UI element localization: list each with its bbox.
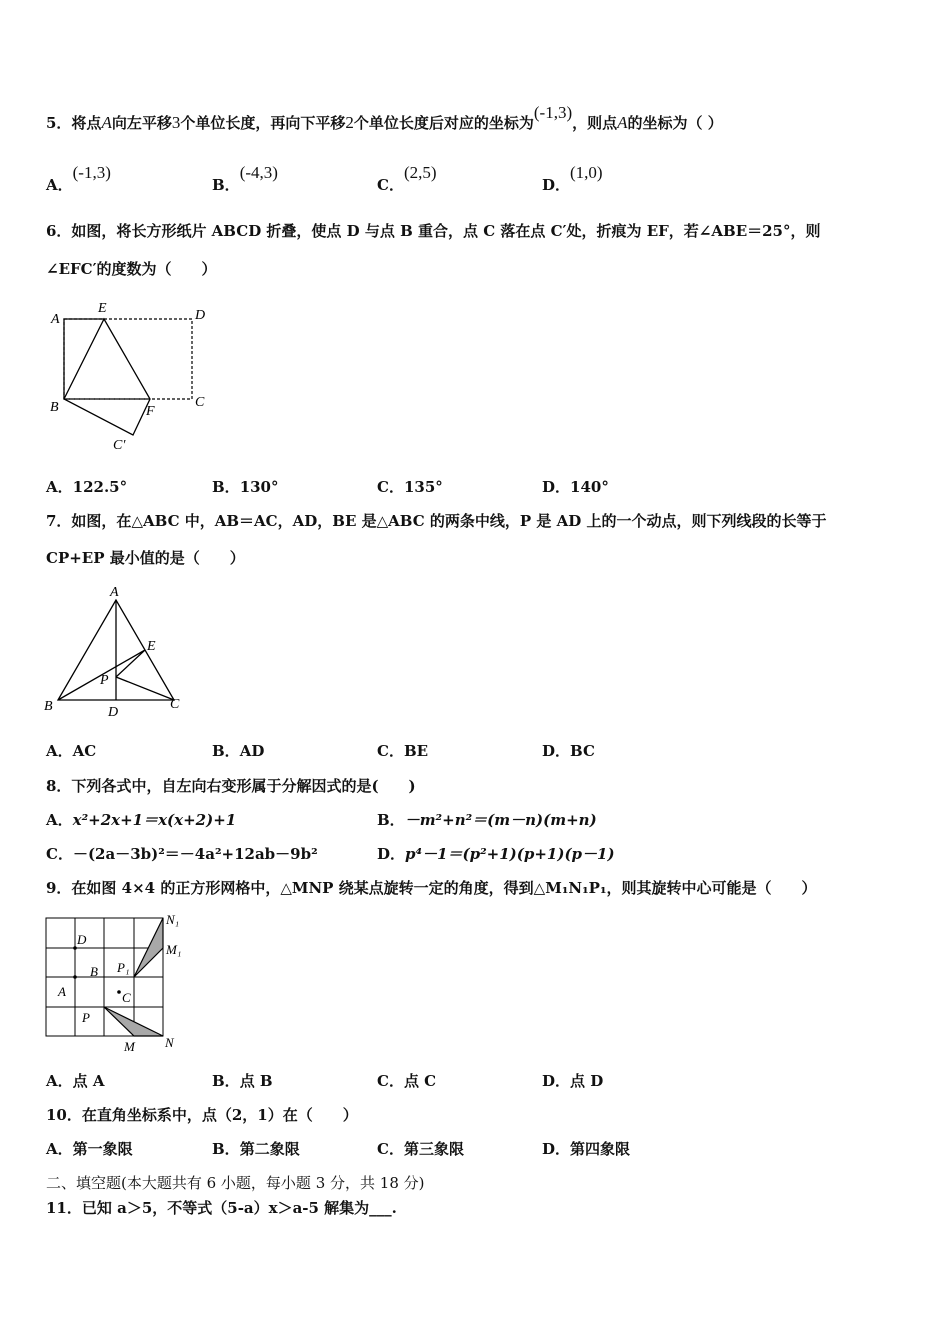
q6-label-a: A <box>51 312 60 327</box>
q7-label-c: C <box>170 697 180 712</box>
q5-point-a: A <box>101 113 112 132</box>
q7-stem-line1: 7．如图，在△ABC 中，AB＝AC，AD，BE 是△ABC 的两条中线，P 是 AD 上的一个动点，则下列线段的长等于 <box>46 512 827 530</box>
q9-grid-figure <box>40 910 200 1055</box>
q8-option-d[interactable]: D．p⁴－1＝(p²+1)(p+1)(p－1) <box>377 845 615 863</box>
q9-grid <box>46 918 163 1036</box>
q7-option-b[interactable]: B．AD <box>212 742 265 760</box>
q7-option-a[interactable]: A．AC <box>46 742 97 760</box>
q10-option-b[interactable]: B．第二象限 <box>212 1140 300 1158</box>
q6-figure <box>40 295 230 460</box>
q7-label-b: B <box>44 699 53 714</box>
q10-stem: 10．在直角坐标系中，点（2，1）在（ ） <box>46 1106 358 1124</box>
q8-option-b[interactable]: B．－m²+n²＝(m－n)(m+n) <box>377 811 597 829</box>
q6-label-f: F <box>146 404 155 419</box>
q6-option-a[interactable]: A．122.5° <box>46 478 128 496</box>
q9-label-a: A <box>58 984 66 999</box>
q9-option-a[interactable]: A．点 A <box>46 1072 105 1090</box>
q5-stem: 5．将点A向左平移3个单位长度，再向下平移2个单位长度后对应的坐标为(-1,3)，则点A的坐标为（ ） <box>46 103 723 132</box>
q9-point-c <box>117 990 121 994</box>
q5-option-c[interactable]: C．(2,5) <box>377 163 437 194</box>
q9-label-d: D <box>77 932 87 947</box>
q7-option-d[interactable]: D．BC <box>542 742 595 760</box>
q7-figure <box>40 582 200 722</box>
q5-option-a[interactable]: A．(-1,3) <box>46 163 111 194</box>
q9-stem: 9．在如图 4×4 的正方形网格中，△MNP 绕某点旋转一定的角度，得到△M₁N₁P₁，则其旋转中心可能是（ ） <box>46 879 817 897</box>
q10-option-c[interactable]: C．第三象限 <box>377 1140 464 1158</box>
section-heading-fill-in: 二、填空题(本大题共有 6 小题，每小题 3 分，共 18 分) <box>46 1174 425 1192</box>
q6-label-b: B <box>50 400 59 415</box>
q11-stem: 11．已知 a＞5，不等式（5-a）x＞a-5 解集为___. <box>46 1199 397 1217</box>
q9-label-p1: P₁ <box>117 960 130 975</box>
q7-label-e: E <box>147 639 156 654</box>
q9-label-m: M <box>124 1039 135 1054</box>
q7-label-a: A <box>110 585 119 600</box>
q9-label-b: B <box>90 964 98 979</box>
q10-option-d[interactable]: D．第四象限 <box>542 1140 631 1158</box>
q6-stem-line2: ∠EFC′的度数为（ ） <box>46 260 217 278</box>
q9-label-n1: N₁ <box>166 912 180 927</box>
q6-label-c-prime: C′ <box>113 438 126 453</box>
q6-stem-line1: 6．如图，将长方形纸片 ABCD 折叠，使点 D 与点 B 重合，点 C 落在点 C′处，折痕为 EF，若∠ABE＝25°，则 <box>46 222 821 240</box>
q9-option-b[interactable]: B．点 B <box>212 1072 273 1090</box>
q5-option-b[interactable]: B．(-4,3) <box>212 163 278 194</box>
q9-label-n: N <box>165 1035 174 1050</box>
q7-label-d: D <box>108 705 119 720</box>
q7-label-p: P <box>100 673 109 688</box>
q9-point-a <box>73 975 77 979</box>
q10-option-a[interactable]: A．第一象限 <box>46 1140 133 1158</box>
q9-label-p: P <box>82 1010 90 1025</box>
q5-coord: (-1,3) <box>533 103 573 122</box>
q6-label-d: D <box>195 308 206 323</box>
q6-option-d[interactable]: D．140° <box>542 478 609 496</box>
q9-label-c: C <box>122 990 131 1005</box>
q6-rect-dashed <box>64 319 192 399</box>
q7-stem-line2: CP+EP 最小值的是（ ） <box>46 549 245 567</box>
q6-label-e: E <box>98 301 107 316</box>
q5-option-d[interactable]: D．(1,0) <box>542 163 603 194</box>
q8-option-a[interactable]: A．x²+2x+1＝x(x+2)+1 <box>46 811 237 829</box>
q8-stem: 8．下列各式中，自左向右变形属于分解因式的是( ) <box>46 777 416 795</box>
q7-segment-pc <box>116 677 174 700</box>
q6-option-b[interactable]: B．130° <box>212 478 279 496</box>
q6-folded-shape <box>64 319 150 435</box>
q9-option-c[interactable]: C．点 C <box>377 1072 437 1090</box>
q6-label-c: C <box>195 395 205 410</box>
q7-option-c[interactable]: C．BE <box>377 742 429 760</box>
q9-option-d[interactable]: D．点 D <box>542 1072 604 1090</box>
q8-option-c[interactable]: C．－(2a－3b)²＝－4a²+12ab－9b² <box>46 845 318 863</box>
q6-option-c[interactable]: C．135° <box>377 478 443 496</box>
q9-label-m1: M₁ <box>166 942 182 957</box>
